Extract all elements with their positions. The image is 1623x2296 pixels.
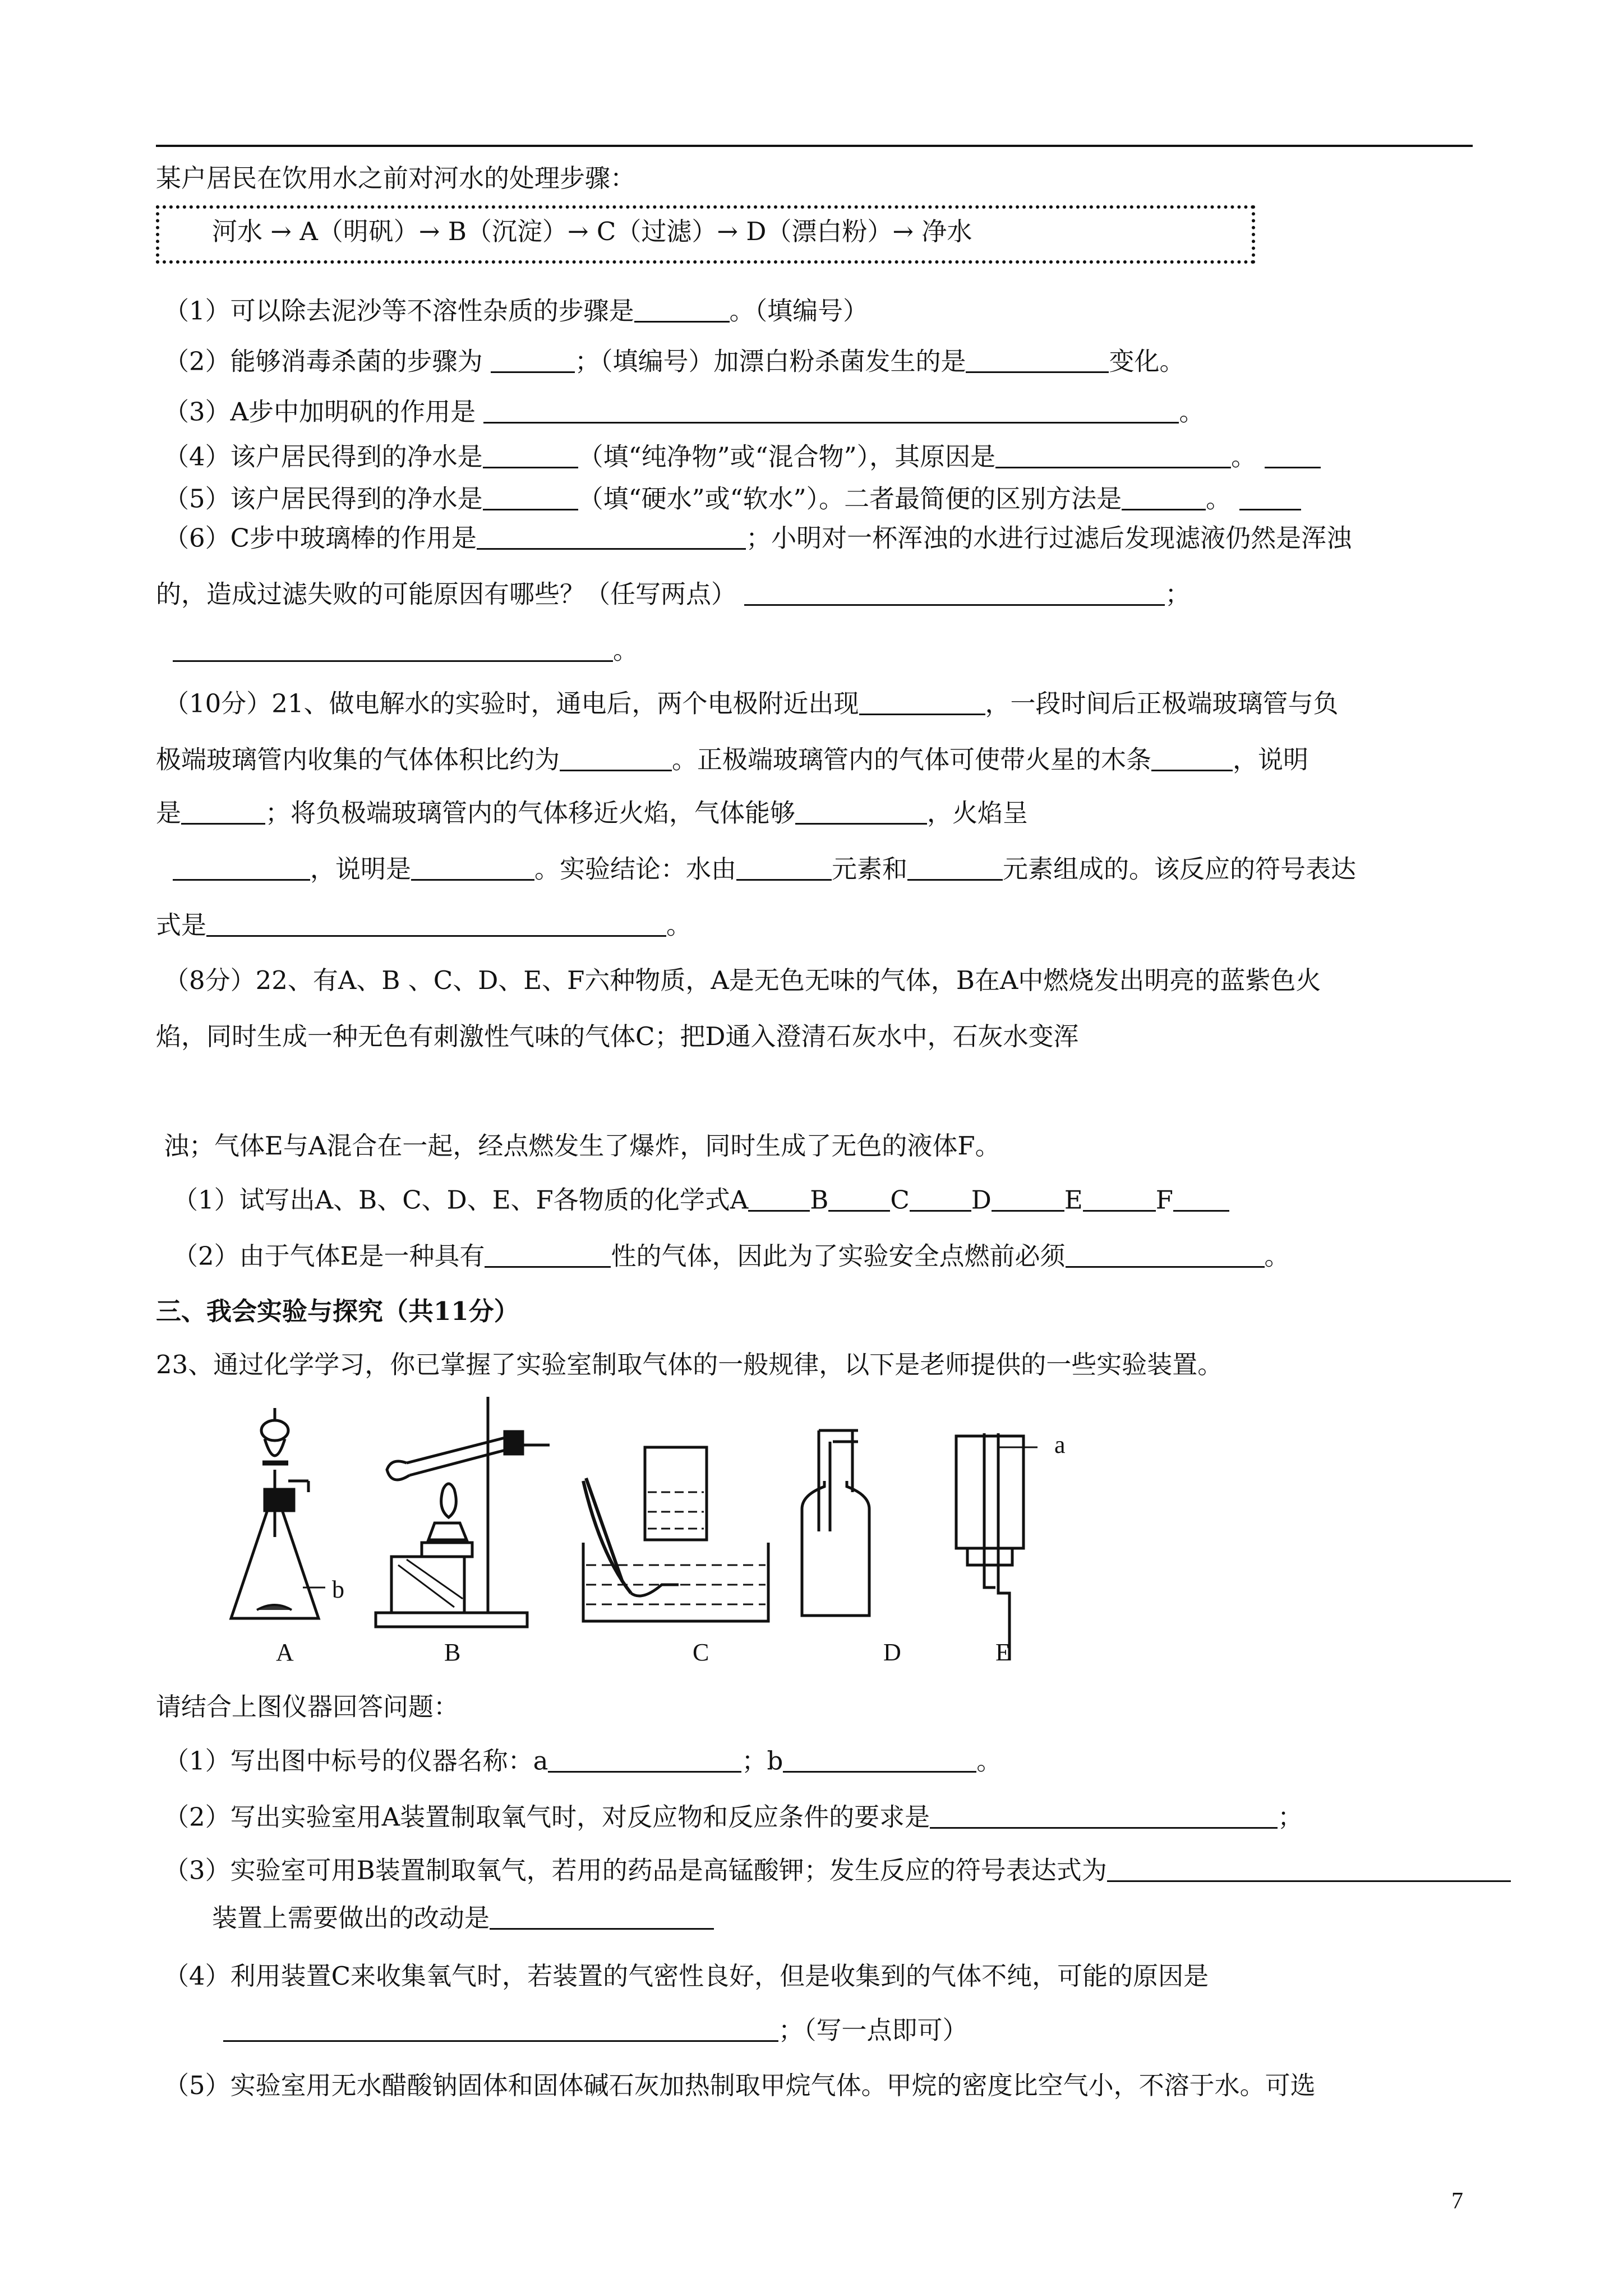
q22-line2: 焰，同时生成一种无色有刺激性气味的气体C；把D通入澄清石灰水中，石灰水变浑 xyxy=(156,1022,1079,1051)
label-d: D xyxy=(883,1639,901,1666)
q23-intro: 23、通过化学学习，你已掌握了实验室制取气体的一般规律，以下是老师提供的一些实验装置。 xyxy=(156,1350,1223,1379)
answer-blank[interactable] xyxy=(634,296,730,323)
q21-line5: 式是 。 xyxy=(156,910,692,940)
q23-1: （1）写出图中标号的仪器名称：a ；b 。 xyxy=(164,1746,1002,1776)
answer-blank[interactable] xyxy=(828,1185,890,1212)
apparatus-e-bottle xyxy=(956,1433,1038,1660)
mark-b: b xyxy=(332,1576,344,1603)
answer-blank[interactable] xyxy=(490,1903,714,1930)
answer-blank[interactable] xyxy=(477,523,746,550)
answer-blank[interactable] xyxy=(859,688,985,715)
label-a: A xyxy=(276,1639,294,1666)
intro-text: 某户居民在饮用水之前对河水的处理步骤： xyxy=(156,163,636,193)
answer-blank[interactable] xyxy=(1265,441,1321,468)
q22-line1: （8分）22、有A、B 、C、D、E、F六种物质，A是无色无味的气体，B在A中燃烧发出明亮的蓝紫色火 xyxy=(164,965,1321,995)
answer-blank[interactable] xyxy=(1122,484,1206,510)
answer-blank[interactable] xyxy=(995,441,1231,468)
apparatus-figure xyxy=(213,1397,1133,1666)
apparatus-c-trough xyxy=(583,1447,768,1621)
q20-4: （4）该户居民得到的净水是 （填“纯净物”或“混合物”），其原因是 。 xyxy=(164,441,1321,471)
q23-3b: 装置上需要做出的改动是 xyxy=(212,1903,714,1932)
answer-blank[interactable] xyxy=(1107,1855,1511,1882)
answer-blank[interactable] xyxy=(992,1185,1064,1212)
answer-blank[interactable] xyxy=(748,1185,810,1212)
mark-a: a xyxy=(1054,1431,1066,1458)
answer-blank[interactable] xyxy=(483,397,1179,424)
q23-2: （2）写出实验室用A装置制取氧气时，对反应物和反应条件的要求是 ； xyxy=(164,1802,1303,1832)
answer-blank[interactable] xyxy=(181,798,265,825)
answer-blank[interactable] xyxy=(173,635,613,662)
q23-4b: ；（写一点即可） xyxy=(223,2015,968,2045)
q20-3: （3）A步中加明矾的作用是 。 xyxy=(164,397,1205,427)
answer-blank[interactable] xyxy=(744,579,1165,606)
q21-line4: ，说明是 。实验结论：水由 元素和 元素组成的。该反应的符号表达 xyxy=(173,854,1356,884)
q20-6a: （6）C步中玻璃棒的作用是 ；小明对一杯浑浊的水进行过滤后发现滤液仍然是浑浊 xyxy=(164,523,1352,553)
q22-line4: （1）试写出A、B、C、D、E、F各物质的化学式A B C D E F xyxy=(173,1185,1229,1214)
apparatus-a-flask xyxy=(231,1408,325,1618)
q20-2: （2）能够消毒杀菌的步骤为 ；（填编号）加漂白粉杀菌发生的是 变化。 xyxy=(164,346,1185,376)
q23-3a: （3）实验室可用B装置制取氧气，若用的药品是高锰酸钾；发生反应的符号表达式为 xyxy=(164,1855,1511,1885)
answer-blank[interactable] xyxy=(910,1185,971,1212)
answer-blank[interactable] xyxy=(223,2015,778,2042)
answer-blank[interactable] xyxy=(483,484,578,510)
q22-line5: （2）由于气体E是一种具有 性的气体，因此为了实验安全点燃前必须 。 xyxy=(173,1241,1290,1271)
answer-blank[interactable] xyxy=(966,346,1109,373)
answer-blank[interactable] xyxy=(1083,1185,1156,1212)
answer-blank[interactable] xyxy=(206,910,666,937)
label-b: B xyxy=(444,1639,461,1666)
answer-blank[interactable] xyxy=(783,1746,976,1773)
answer-blank[interactable] xyxy=(560,744,672,771)
q20-1: （1）可以除去泥沙等不溶性杂质的步骤是 。（填编号） xyxy=(164,296,869,326)
apparatus-b-heating xyxy=(376,1397,550,1627)
header-rule xyxy=(156,145,1473,147)
page-number: 7 xyxy=(1451,2188,1463,2214)
q21-line3: 是 ；将负极端玻璃管内的气体移近火焰，气体能够 ，火焰呈 xyxy=(156,798,1029,828)
label-e: E xyxy=(995,1639,1011,1666)
answer-blank[interactable] xyxy=(1151,744,1233,771)
answer-blank[interactable] xyxy=(485,1241,611,1268)
answer-blank[interactable] xyxy=(548,1746,741,1773)
q23-4a: （4）利用装置C来收集氧气时，若装置的气密性良好，但是收集到的气体不纯，可能的原因是 xyxy=(164,1961,1209,1991)
answer-blank[interactable] xyxy=(795,798,927,825)
q20-6b: 的，造成过滤失败的可能原因有哪些？（任写两点） ； xyxy=(156,579,1191,609)
answer-blank[interactable] xyxy=(736,854,832,881)
q22-line3: 浊；气体E与A混合在一起，经点燃发生了爆炸，同时生成了无色的液体F。 xyxy=(164,1131,1000,1161)
answer-blank[interactable] xyxy=(1066,1241,1265,1268)
apparatus-d-bottle xyxy=(802,1430,869,1616)
q23-5: （5）实验室用无水醋酸钠固体和固体碱石灰加热制取甲烷气体。甲烷的密度比空气小，不溶于水。可选 xyxy=(164,2070,1316,2100)
q21-line1: （10分）21、做电解水的实验时，通电后，两个电极附近出现 ，一段时间后正极端玻璃管与负 xyxy=(164,688,1339,719)
answer-blank[interactable] xyxy=(1173,1185,1229,1212)
q23-prompt: 请结合上图仪器回答问题： xyxy=(156,1692,459,1722)
answer-blank[interactable] xyxy=(483,441,578,468)
answer-blank[interactable] xyxy=(411,854,534,881)
answer-blank[interactable] xyxy=(491,346,575,373)
process-flow-text: 河水 → A（明矾）→ B（沉淀）→ C（过滤）→ D（漂白粉）→ 净水 xyxy=(212,217,972,246)
apparatus-drawing xyxy=(213,1397,1133,1660)
q20-6c: 。 xyxy=(173,635,638,665)
answer-blank[interactable] xyxy=(930,1802,1278,1829)
answer-blank[interactable] xyxy=(907,854,1003,881)
answer-blank[interactable] xyxy=(1239,484,1301,510)
answer-blank[interactable] xyxy=(173,854,310,881)
section-3-heading: 三、我会实验与探究（共11分） xyxy=(156,1296,519,1326)
q21-line2: 极端玻璃管内收集的气体体积比约为 。正极端玻璃管内的气体可使带火星的木条 ，说明 xyxy=(156,744,1309,775)
label-c: C xyxy=(693,1639,709,1666)
q20-5: （5）该户居民得到的净水是 （填“硬水”或“软水”）。二者最简便的区别方法是 。 xyxy=(164,484,1301,513)
